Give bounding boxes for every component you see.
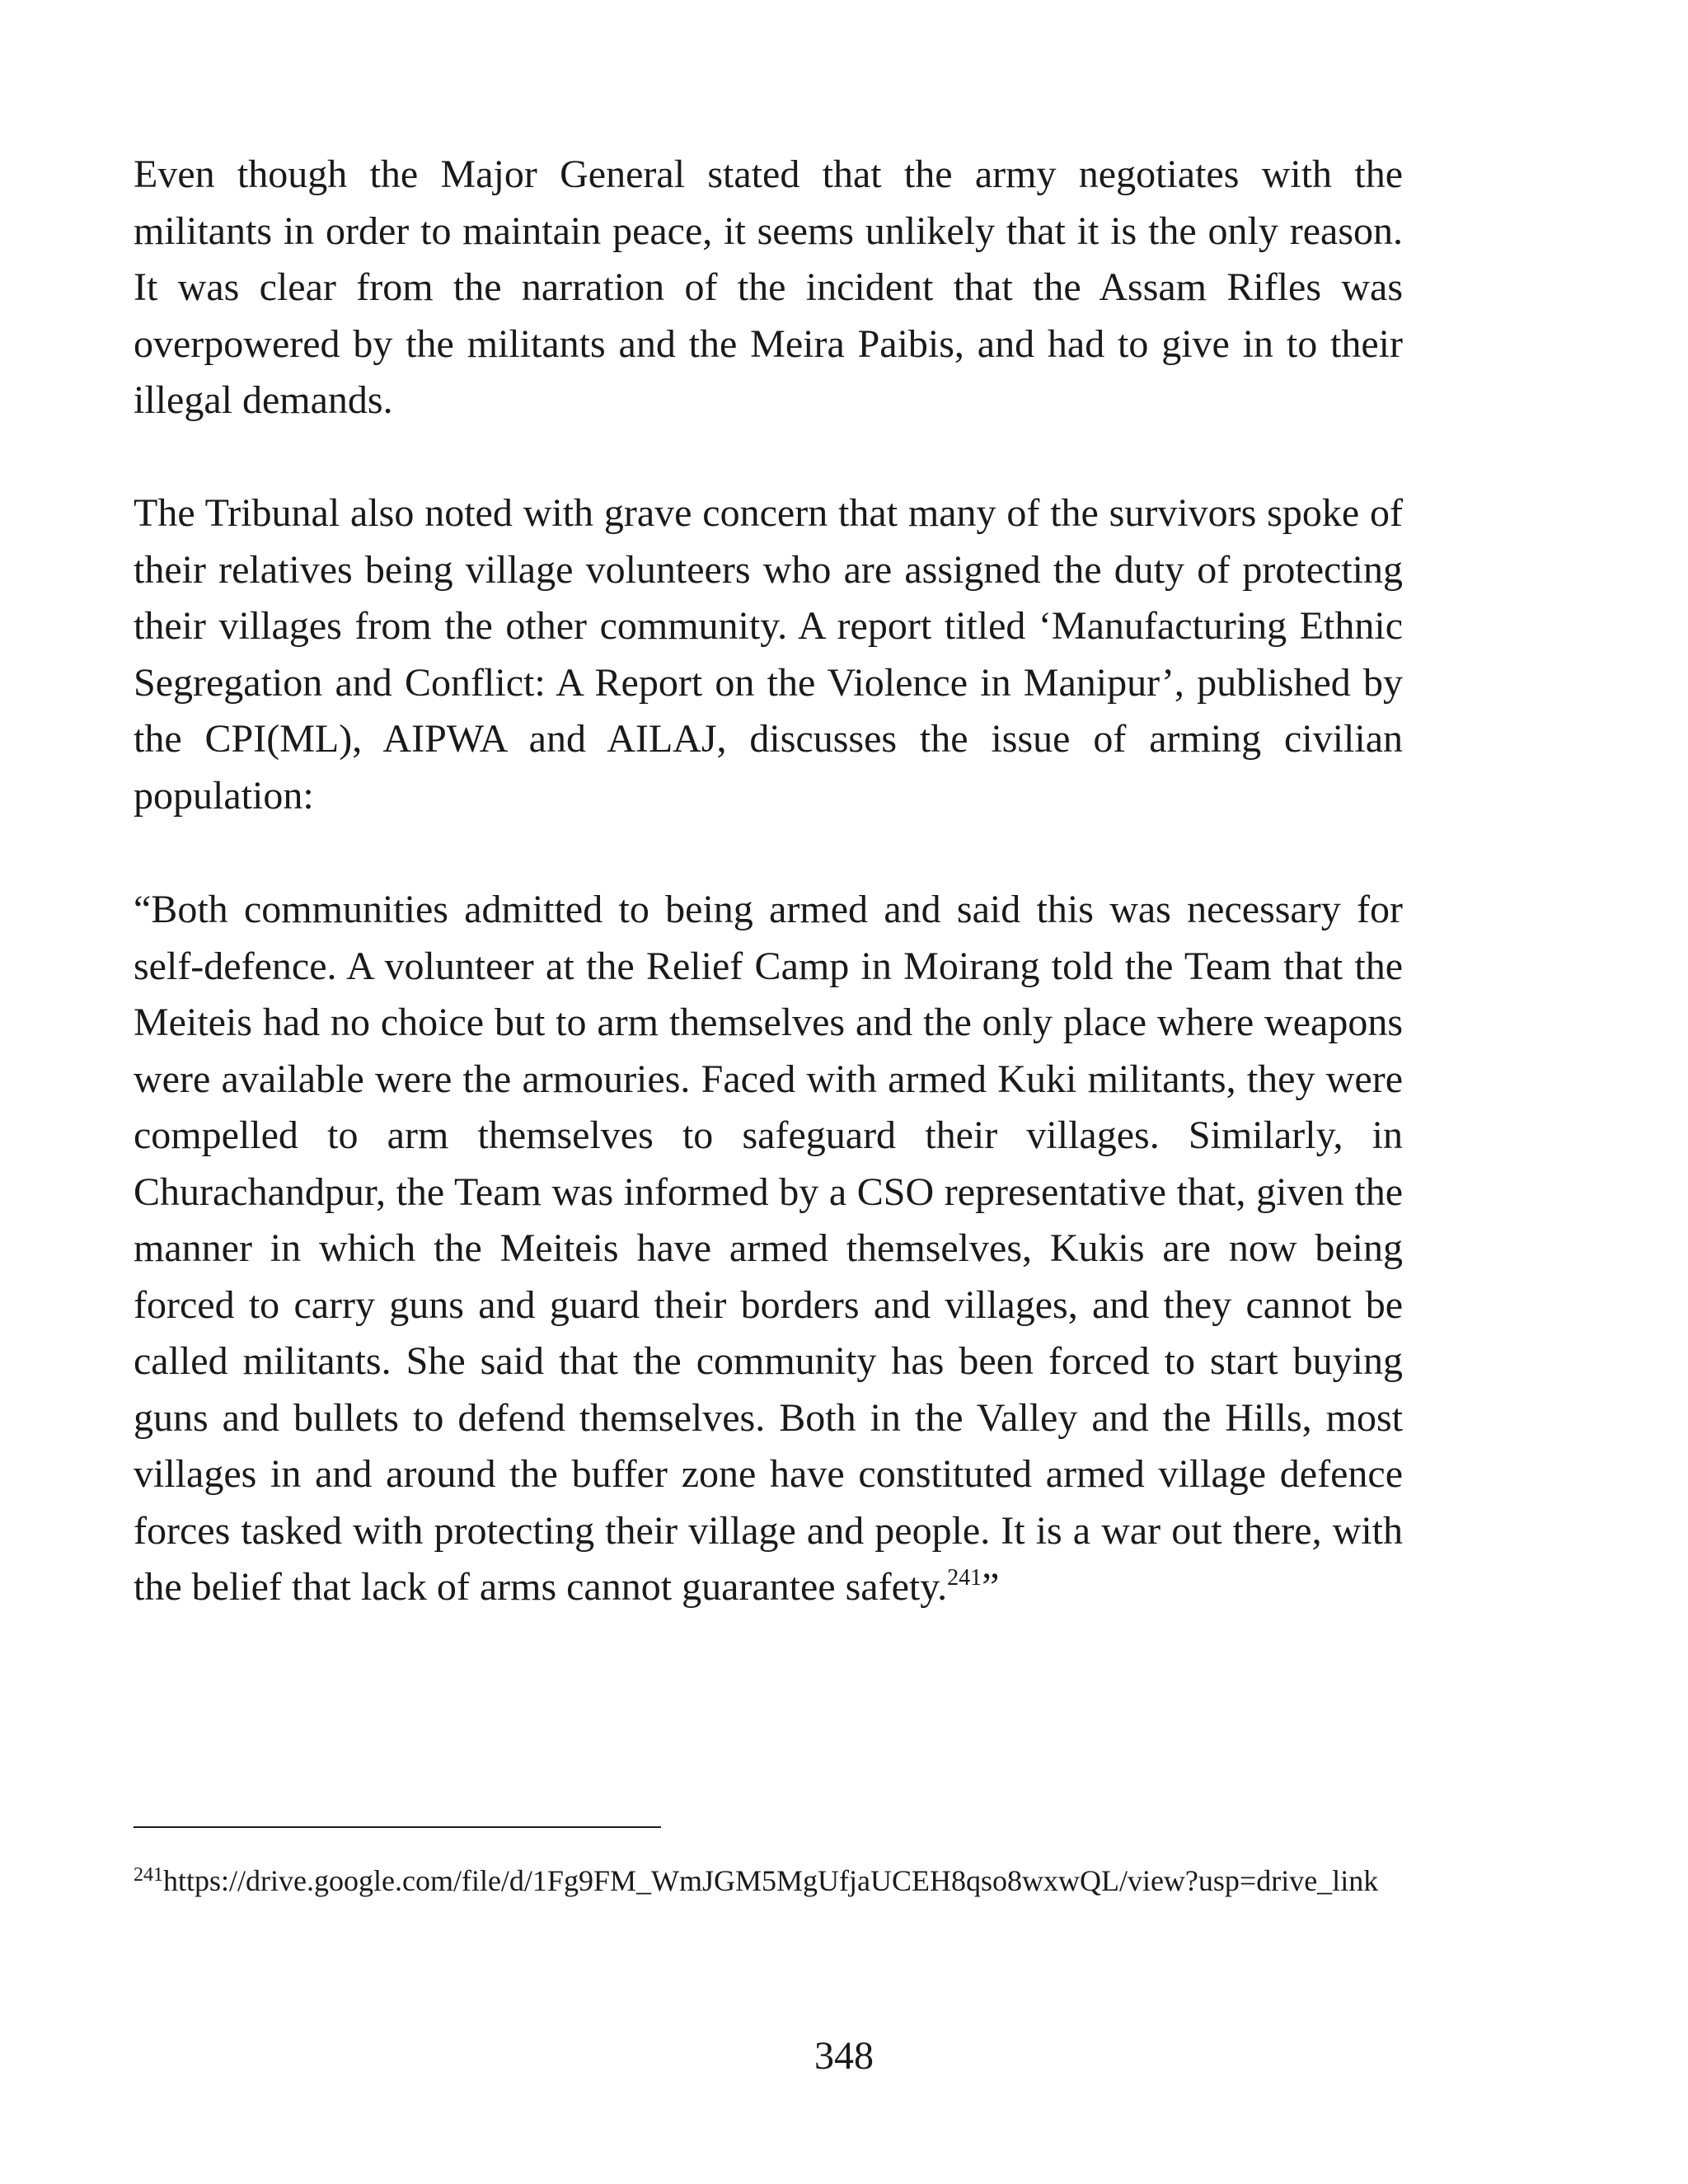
footnote-number: 241	[134, 1864, 163, 1886]
footnote-reference[interactable]: 241	[947, 1565, 982, 1591]
block-quote	[134, 882, 1403, 1616]
page-number: 348	[814, 2034, 874, 2078]
quote-closing-mark: ”	[982, 1565, 1000, 1609]
footnote-link[interactable]: https://drive.google.com/file/d/1Fg9FM_WmJGM5MgUfjaUCEH8qso8wxwQL/view?usp=drive_link	[163, 1864, 1379, 1897]
quote-text: “Both communities admitted to being armed and said this was necessary for self-defence. A volunteer at the Relief Camp in Moirang told the Team that the Meiteis had no choice but to arm themselves and the only place where weapons were available were the armouries. Faced with armed Kuki militants, they were compelled to arm themselves to safeguard their villages. Similarly, in Churachandpur, the Team was informed by a CSO representative that, given the manner in which the Meiteis have armed themselves, Kukis are now being forced to carry guns and guard their borders and villages, and they cannot be called militants. She said that the community has been forced to start buying guns and bullets to defend themselves. Both in the Valley and the Hills, most villages in and around the buffer zone have constituted armed village defence forces tasked with protecting their village and people. It is a war out there, with the belief that lack of arms cannot guarantee safety.	[134, 888, 1403, 1609]
body-paragraph-1: Even though the Major General stated that the army negotiates with the militants in order to maintain peace, it seems unlikely that it is the only reason. It was clear from the narration of the incident that the Assam Rifles was overpowered by the militants and the Meira Paibis, and had to give in to their illegal demands.	[134, 152, 1403, 422]
body-paragraph-2: The Tribunal also noted with grave concern that many of the survivors spoke of their relatives being village volunteers who are assigned the duty of protecting their villages from the other community. A report titled ‘Manufacturing Ethnic Segregation and Conflict: A Report on the Violence in Manipur’, published by the CPI(ML), AIPWA and AILAJ, discusses the issue of arming civilian population:	[134, 491, 1403, 818]
footnote-separator	[134, 1826, 661, 1828]
footnote	[134, 1861, 1403, 1900]
